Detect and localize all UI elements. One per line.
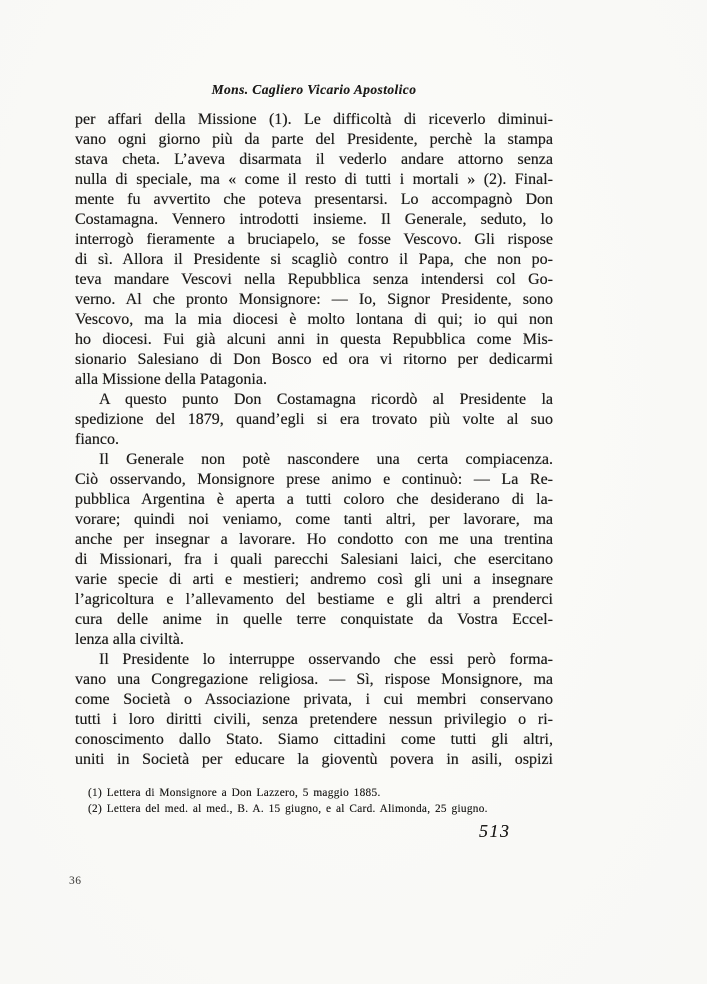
body-line: pubblica Argentina è aperta a tutti coloro che desiderano di la- [75, 491, 553, 508]
body-line: teva mandare Vescovi nella Repubblica senza intendersi col Go- [75, 271, 553, 288]
body-line: vano una Congregazione religiosa. — Sì, rispose Monsignore, ma [75, 671, 553, 688]
body-line: Costamagna. Vennero introdotti insieme. Il Generale, seduto, lo [75, 211, 553, 228]
body-text [75, 110, 553, 770]
footnote: (2) Lettera del med. al med., B. A. 15 giugno, e al Card. Alimonda, 25 giugno. [88, 803, 488, 815]
body-line: lenza alla civiltà. [75, 631, 184, 648]
body-line: mente fu avvertito che poteva presentarsi. Lo accompagnò Don [75, 191, 553, 208]
body-line: per affari della Missione (1). Le difficoltà di riceverlo diminui- [75, 111, 553, 128]
footnotes [88, 785, 566, 817]
body-line: anche per insegnar a lavorare. Ho condotto con me una trentina [75, 531, 553, 548]
body-line: vorare; quindi noi veniamo, come tanti altri, per lavorare, ma [75, 511, 553, 528]
body-line: alla Missione della Patagonia. [75, 371, 267, 388]
body-line: stava cheta. L’aveva disarmata il vederlo andare attorno senza [75, 151, 553, 168]
body-line: uniti in Società per educare la gioventù povera in asili, ospizi [75, 751, 553, 768]
body-line: l’agricoltura e l’allevamento del bestiame e gli altri a prenderci [75, 591, 553, 608]
body-line: vano ogni giorno più da parte del Presidente, perchè la stampa [75, 131, 553, 148]
body-line: verno. Al che pronto Monsignore: — Io, Signor Presidente, sono [75, 291, 553, 308]
body-line: di sì. Allora il Presidente si scagliò contro il Papa, che non po- [75, 251, 553, 268]
body-line: A questo punto Don Costamagna ricordò al Presidente la [99, 391, 553, 408]
page-number: 513 [479, 821, 511, 841]
body-line: nulla di speciale, ma « come il resto di tutti i mortali » (2). Final- [75, 171, 553, 188]
body-line: sionario Salesiano di Don Bosco ed ora vi ritorno per dedicarmi [75, 351, 553, 368]
body-line: Ciò osservando, Monsignore prese animo e continuò: — La Re- [75, 471, 553, 488]
body-line: ho diocesi. Fui già alcuni anni in questa Repubblica come Mis- [75, 331, 553, 348]
body-line: varie specie di arti e mestieri; andremo così gli uni a insegnare [75, 571, 553, 588]
body-line: Vescovo, ma la mia diocesi è molto lontana di qui; io qui non [75, 311, 553, 328]
body-line: Il Presidente lo interruppe osservando che essi però forma- [99, 651, 553, 668]
body-line: di Missionari, fra i quali parecchi Salesiani laici, che esercitano [75, 551, 553, 568]
body-line: tutti i loro diritti civili, senza pretendere nessun privilegio o ri- [75, 711, 553, 728]
body-line: Il Generale non potè nascondere una certa compiacenza. [99, 451, 553, 468]
body-line: fianco. [75, 431, 119, 448]
body-line: conoscimento dallo Stato. Siamo cittadini come tutti gli altri, [75, 731, 553, 748]
footnote: (1) Lettera di Monsignore a Don Lazzero, 5 maggio 1885. [88, 787, 381, 799]
body-line: cura delle anime in quelle terre conquistate da Vostra Eccel- [75, 611, 553, 628]
body-line: interrogò fieramente a bruciapelo, se fosse Vescovo. Gli rispose [75, 231, 553, 248]
body-line: come Società o Associazione privata, i cui membri conservano [75, 691, 553, 708]
running-head: Mons. Cagliero Vicario Apostolico [211, 82, 417, 97]
body-line: spedizione del 1879, quand’egli si era trovato più volte al suo [75, 411, 553, 428]
print-signature: 36 [69, 875, 82, 887]
